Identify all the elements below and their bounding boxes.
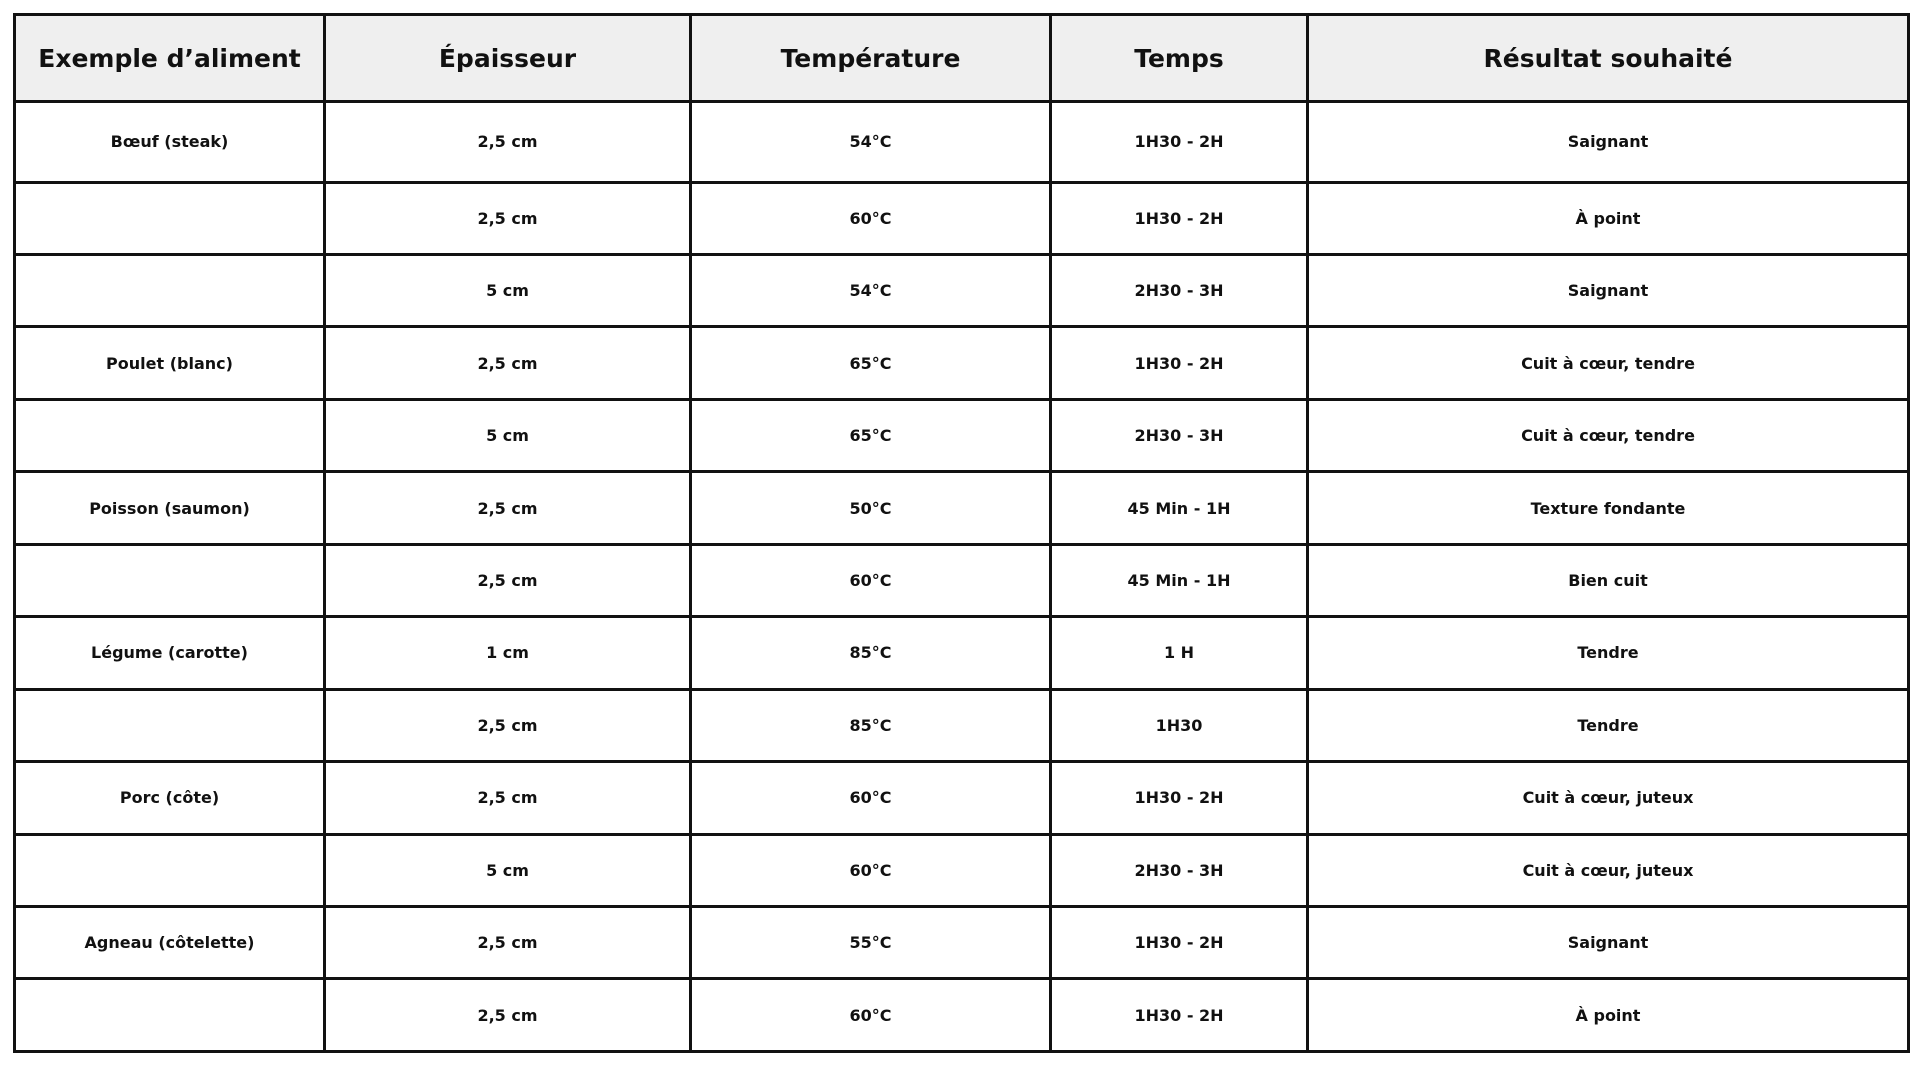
cell-time: 1H30 - 2H xyxy=(1051,762,1308,834)
cell-time: 1H30 - 2H xyxy=(1051,327,1308,399)
cell-food: Agneau (côtelette) xyxy=(15,907,325,979)
table-row xyxy=(15,617,1909,689)
cell-temperature: 85°C xyxy=(691,689,1051,761)
table-row xyxy=(15,834,1909,906)
cell-time: 1 H xyxy=(1051,617,1308,689)
table-row xyxy=(15,327,1909,399)
cell-result: Tendre xyxy=(1308,689,1909,761)
cell-time: 1H30 - 2H xyxy=(1051,979,1308,1052)
cell-result: Tendre xyxy=(1308,617,1909,689)
cell-time: 1H30 - 2H xyxy=(1051,907,1308,979)
cell-temperature: 85°C xyxy=(691,617,1051,689)
cell-food xyxy=(15,544,325,616)
cell-result: Cuit à cœur, tendre xyxy=(1308,327,1909,399)
header-desired-result: Résultat souhaité xyxy=(1308,15,1909,102)
cell-temperature: 55°C xyxy=(691,907,1051,979)
cell-time: 45 Min - 1H xyxy=(1051,472,1308,544)
cell-food xyxy=(15,979,325,1052)
cell-thickness: 5 cm xyxy=(325,834,691,906)
cell-food xyxy=(15,834,325,906)
cooking-table xyxy=(13,13,1910,1053)
cell-food: Poulet (blanc) xyxy=(15,327,325,399)
cell-thickness: 2,5 cm xyxy=(325,544,691,616)
cell-thickness: 2,5 cm xyxy=(325,472,691,544)
cell-food: Bœuf (steak) xyxy=(15,102,325,183)
header-row xyxy=(15,15,1909,102)
cell-result: Cuit à cœur, juteux xyxy=(1308,762,1909,834)
cell-result: Saignant xyxy=(1308,102,1909,183)
header-thickness: Épaisseur xyxy=(325,15,691,102)
cell-thickness: 2,5 cm xyxy=(325,979,691,1052)
table-row xyxy=(15,102,1909,183)
cell-temperature: 60°C xyxy=(691,544,1051,616)
cell-thickness: 2,5 cm xyxy=(325,907,691,979)
cell-food: Poisson (saumon) xyxy=(15,472,325,544)
cell-time: 1H30 - 2H xyxy=(1051,182,1308,254)
cell-thickness: 1 cm xyxy=(325,617,691,689)
cell-thickness: 2,5 cm xyxy=(325,182,691,254)
table-row xyxy=(15,254,1909,326)
cell-thickness: 5 cm xyxy=(325,399,691,471)
table-row xyxy=(15,399,1909,471)
cell-food xyxy=(15,399,325,471)
cell-result: Cuit à cœur, tendre xyxy=(1308,399,1909,471)
cell-temperature: 65°C xyxy=(691,399,1051,471)
cell-result: Texture fondante xyxy=(1308,472,1909,544)
cell-temperature: 65°C xyxy=(691,327,1051,399)
cell-time: 1H30 - 2H xyxy=(1051,102,1308,183)
cell-thickness: 5 cm xyxy=(325,254,691,326)
table-row xyxy=(15,544,1909,616)
cell-food xyxy=(15,689,325,761)
cell-result: Saignant xyxy=(1308,254,1909,326)
cell-temperature: 60°C xyxy=(691,762,1051,834)
header-time: Temps xyxy=(1051,15,1308,102)
table-row xyxy=(15,979,1909,1052)
cell-food xyxy=(15,254,325,326)
cell-temperature: 60°C xyxy=(691,182,1051,254)
cell-food: Légume (carotte) xyxy=(15,617,325,689)
cell-thickness: 2,5 cm xyxy=(325,689,691,761)
cell-time: 2H30 - 3H xyxy=(1051,254,1308,326)
cell-time: 2H30 - 3H xyxy=(1051,834,1308,906)
table-row xyxy=(15,907,1909,979)
table-row xyxy=(15,689,1909,761)
table-row xyxy=(15,182,1909,254)
cell-result: Cuit à cœur, juteux xyxy=(1308,834,1909,906)
cell-result: À point xyxy=(1308,979,1909,1052)
header-food-example: Exemple d’aliment xyxy=(15,15,325,102)
table-row xyxy=(15,762,1909,834)
table-body xyxy=(15,102,1909,1052)
cell-time: 2H30 - 3H xyxy=(1051,399,1308,471)
cell-thickness: 2,5 cm xyxy=(325,762,691,834)
cell-temperature: 60°C xyxy=(691,979,1051,1052)
cell-temperature: 50°C xyxy=(691,472,1051,544)
header-temperature: Température xyxy=(691,15,1051,102)
cell-food xyxy=(15,182,325,254)
cell-thickness: 2,5 cm xyxy=(325,102,691,183)
cell-result: Saignant xyxy=(1308,907,1909,979)
cell-time: 45 Min - 1H xyxy=(1051,544,1308,616)
cell-result: À point xyxy=(1308,182,1909,254)
cell-food: Porc (côte) xyxy=(15,762,325,834)
cell-temperature: 54°C xyxy=(691,254,1051,326)
table-header xyxy=(15,15,1909,102)
cell-time: 1H30 xyxy=(1051,689,1308,761)
cell-result: Bien cuit xyxy=(1308,544,1909,616)
cell-temperature: 54°C xyxy=(691,102,1051,183)
cell-temperature: 60°C xyxy=(691,834,1051,906)
cell-thickness: 2,5 cm xyxy=(325,327,691,399)
table-row xyxy=(15,472,1909,544)
